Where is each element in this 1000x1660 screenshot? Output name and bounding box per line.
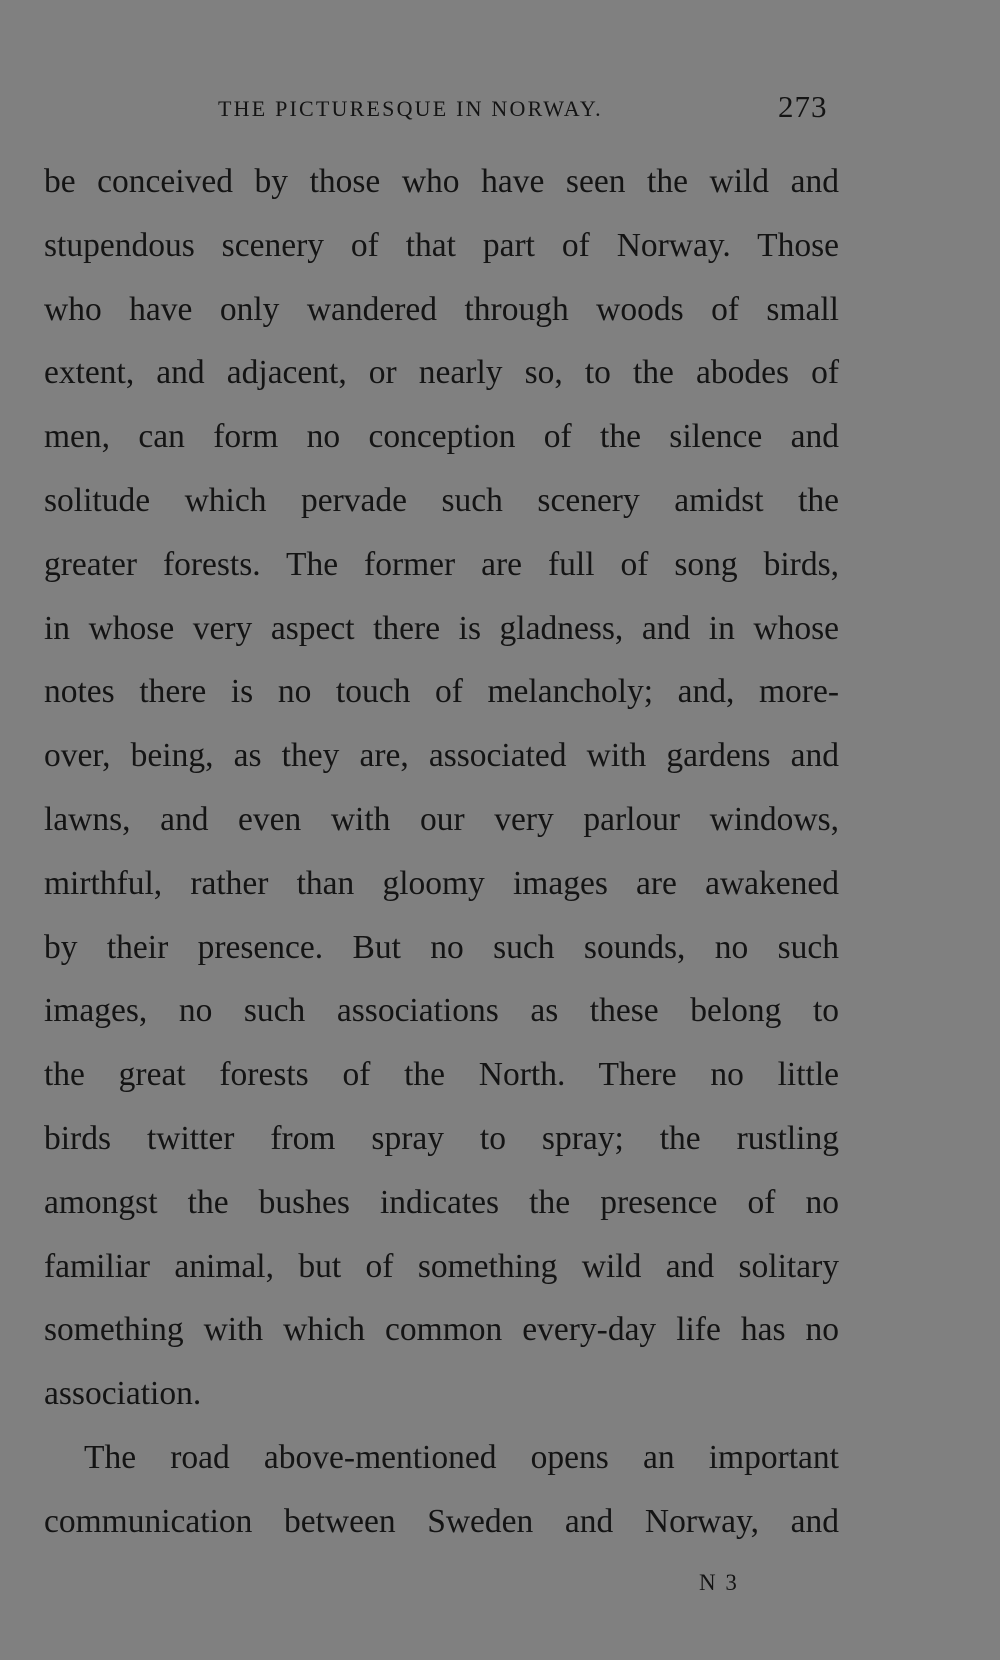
running-title: THE PICTURESQUE IN NORWAY. xyxy=(218,96,603,121)
paragraph-last-line: association. xyxy=(44,1375,202,1413)
signature-mark: N 3 xyxy=(699,1570,739,1595)
text-line: familiar animal, but of something wild and solitary xyxy=(44,1247,839,1285)
paragraph-first-line: The road above-mentioned opens an important xyxy=(84,1438,839,1476)
body-text xyxy=(44,150,839,1554)
running-header xyxy=(0,89,1000,132)
text-line: over, being, as they are, associated with gardens and xyxy=(44,737,839,775)
text-line: images, no such associations as these belong to xyxy=(44,992,839,1030)
text-line: the great forests of the North. There no little xyxy=(44,1056,839,1094)
text-line: solitude which pervade such scenery amidst the xyxy=(44,481,839,519)
text-line: be conceived by those who have seen the wild and xyxy=(44,163,839,200)
page-number: 273 xyxy=(778,89,828,124)
text-line: by their presence. But no such sounds, no such xyxy=(44,928,839,966)
text-line: notes there is no touch of melancholy; and, more- xyxy=(44,673,839,711)
text-line: lawns, and even with our very parlour windows, xyxy=(44,800,839,838)
text-line: stupendous scenery of that part of Norway. Those xyxy=(44,226,839,264)
text-line: extent, and adjacent, or nearly so, to the abodes of xyxy=(44,354,839,392)
text-line: in whose very aspect there is gladness, and in whose xyxy=(44,609,839,647)
text-line: communication between Sweden and Norway, and xyxy=(44,1502,839,1540)
text-line: amongst the bushes indicates the presence of no xyxy=(44,1183,839,1221)
text-line: greater forests. The former are full of song birds, xyxy=(44,545,839,583)
text-line: something with which common every-day life has no xyxy=(44,1311,839,1349)
text-line: birds twitter from spray to spray; the rustling xyxy=(44,1119,839,1157)
text-line: mirthful, rather than gloomy images are awakened xyxy=(44,864,839,902)
text-line: who have only wandered through woods of small xyxy=(44,290,839,328)
text-line: men, can form no conception of the silence and xyxy=(44,418,839,456)
